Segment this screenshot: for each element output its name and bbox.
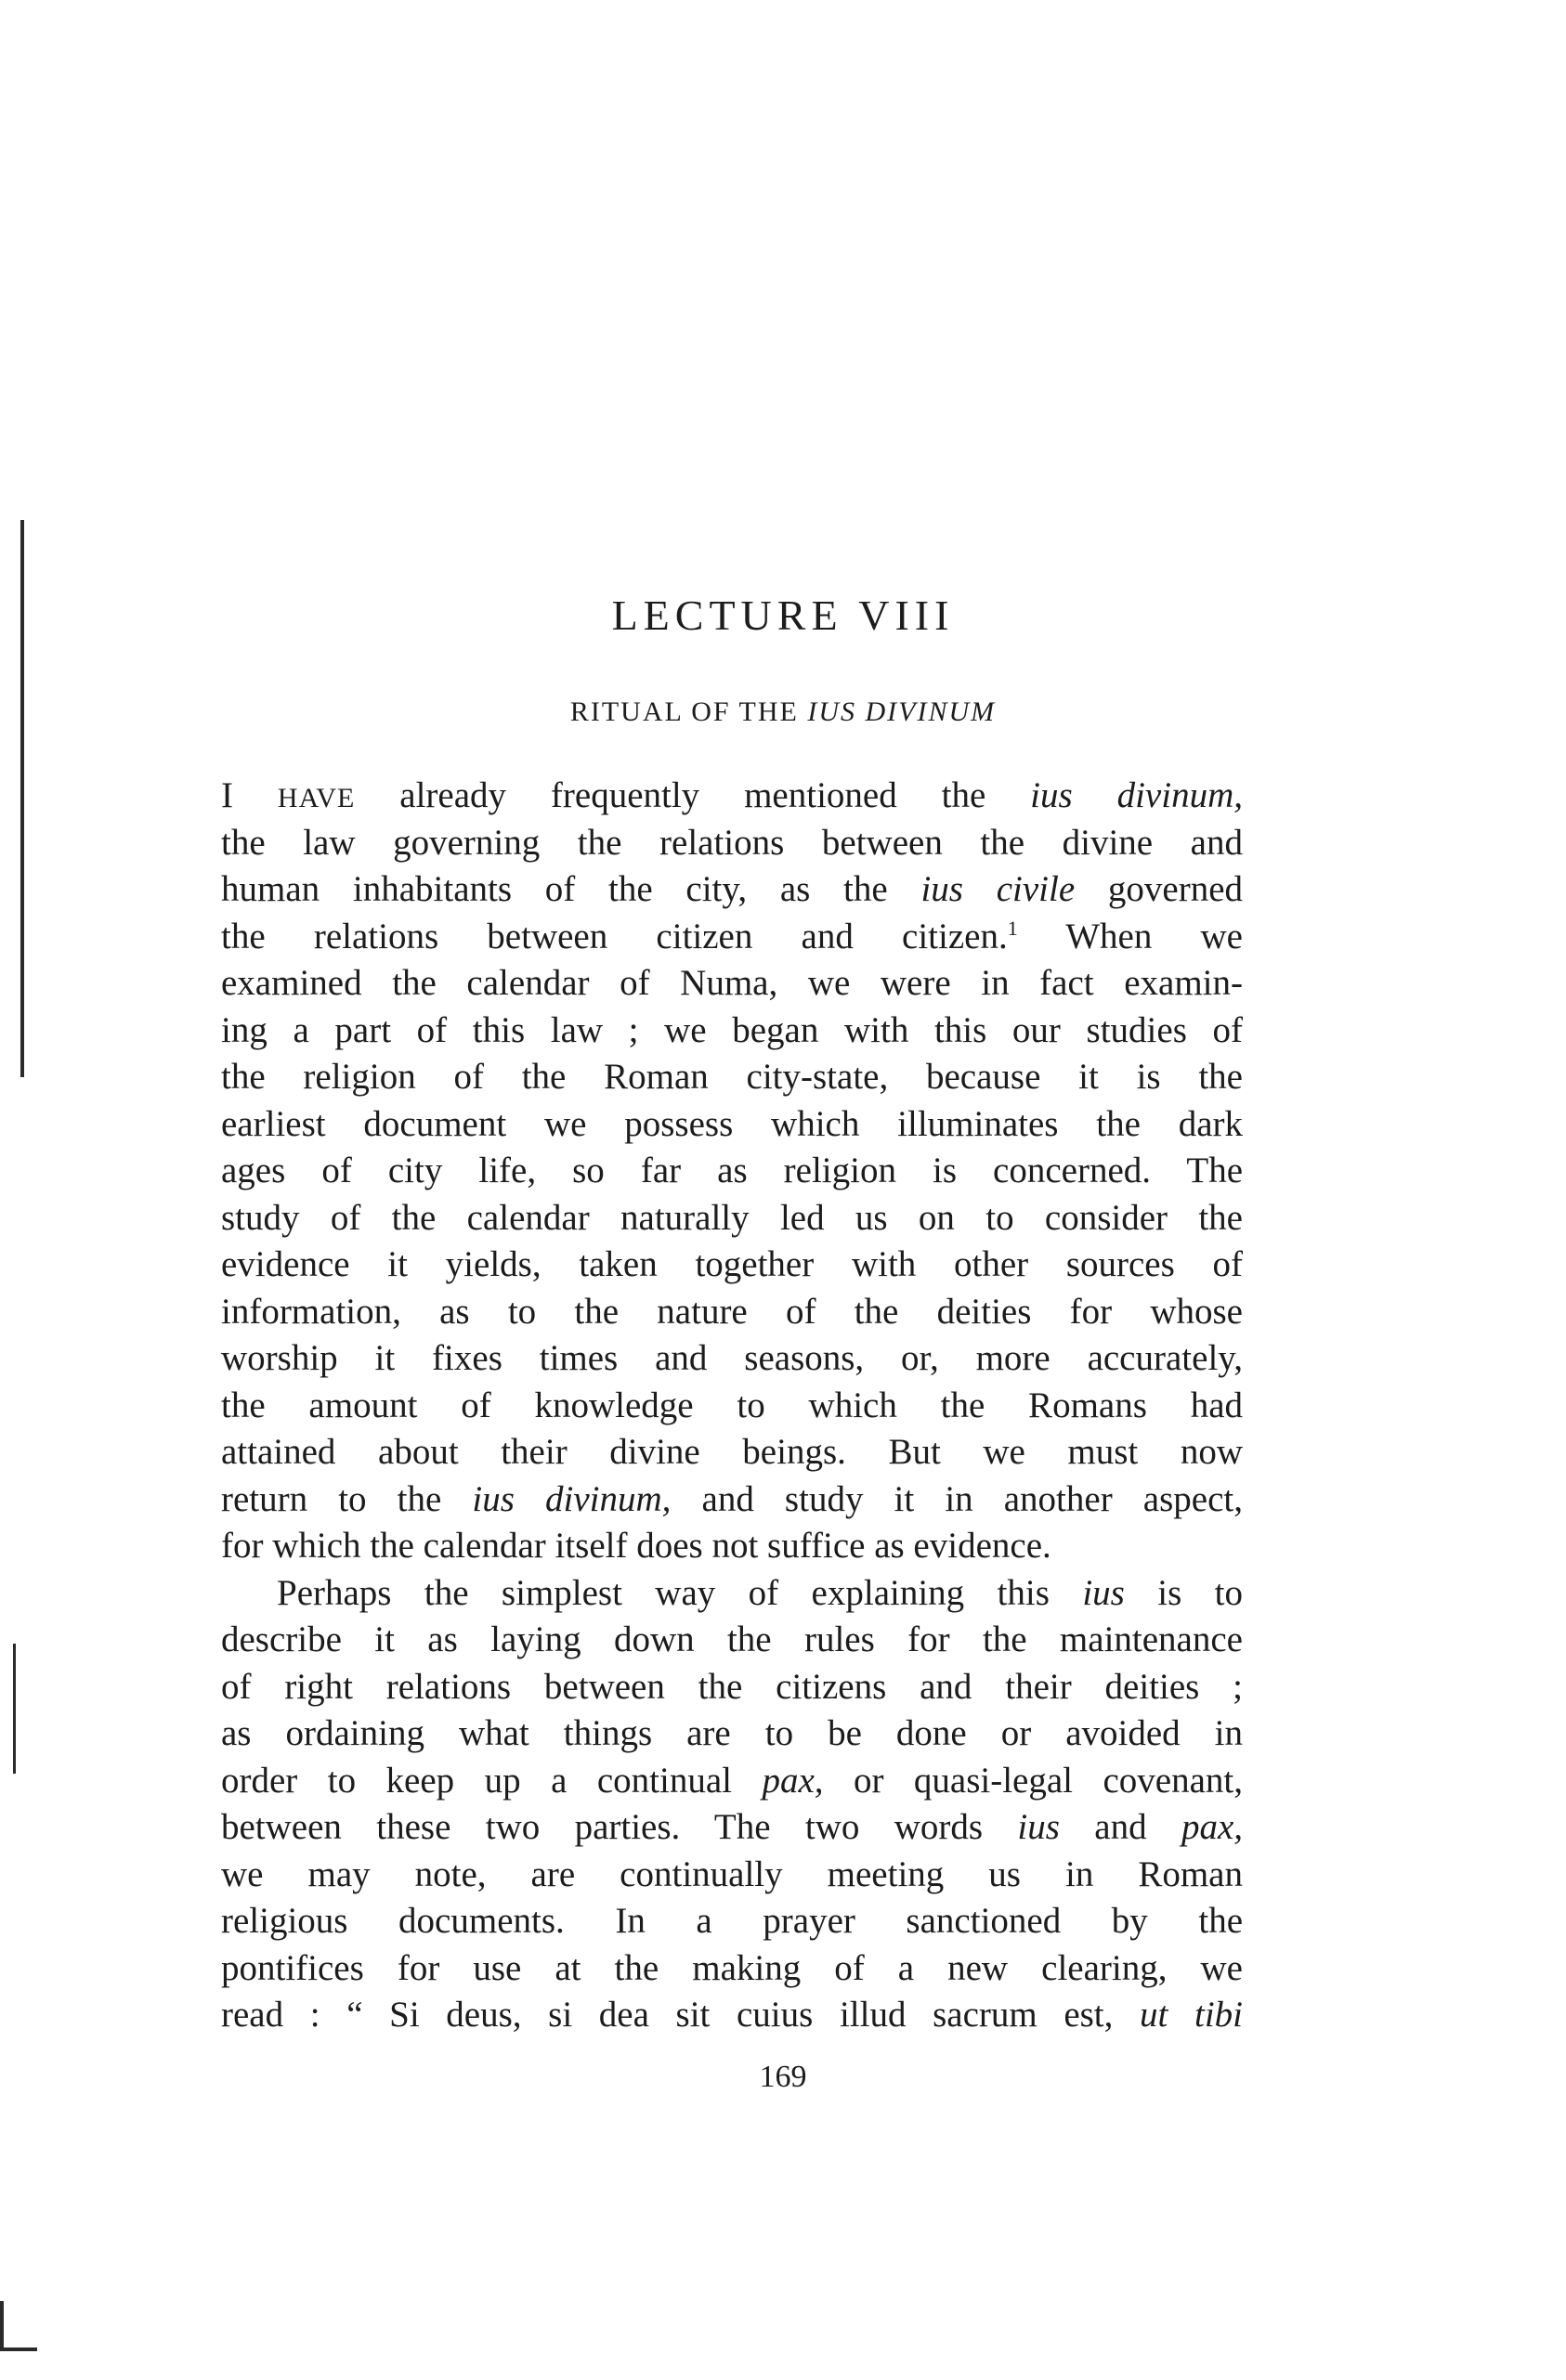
subtitle-prefix: RITUAL OF THE [569, 696, 808, 727]
text-line: pontifices for use at the making of a new clearing, we [221, 1947, 1243, 1988]
text-line: of right relations between the citizens and their deities ; [221, 1666, 1243, 1707]
text-line: Perhaps the simplest way of explaining this ius is to [277, 1572, 1243, 1613]
text-line: order to keep up a continual pax, or quasi-legal covenant, [221, 1760, 1243, 1801]
page-number: 169 [759, 2060, 807, 2094]
binding-shadow-mark [0, 2347, 37, 2351]
text-line: ing a part of this law ; we began with this our studies of [221, 1009, 1243, 1050]
binding-shadow-mark [13, 1644, 16, 1774]
text-line: examined the calendar of Numa, we were in fact examin- [221, 963, 1243, 1003]
text-line: attained about their divine beings. But we must now [221, 1432, 1243, 1472]
text-line: as ordaining what things are to be done or avoided in [221, 1713, 1243, 1753]
text-line: describe it as laying down the rules for the maintenance [221, 1619, 1243, 1659]
text-line: worship it fixes times and seasons, or, more accurately, [221, 1338, 1243, 1378]
text-line: religious documents. In a prayer sanctioned by the [221, 1901, 1243, 1941]
binding-shadow-mark [0, 2301, 4, 2349]
text-line: the relations between citizen and citizen.$^1$ When we [221, 916, 1243, 956]
text-line: we may note, are continually meeting us in Roman [221, 1853, 1243, 1894]
text-line: between these two parties. The two words ius and pax, [221, 1807, 1243, 1847]
text-line: earliest document we possess which illuminates the dark [221, 1103, 1243, 1144]
lecture-subtitle [0, 696, 1566, 728]
text-line: for which the calendar itself does not suffice as evidence. [221, 1526, 1051, 1566]
subtitle-italic: IUS DIVINUM [807, 696, 997, 727]
body-text [221, 773, 1243, 2039]
text-line: evidence it yields, taken together with other sources of [221, 1244, 1243, 1284]
text-line: the religion of the Roman city-state, because it is the [221, 1057, 1243, 1097]
text-line: the amount of knowledge to which the Romans had [221, 1385, 1243, 1425]
footnote-marker: 1 [1007, 916, 1018, 940]
text-line: information, as to the nature of the deities for whose [221, 1291, 1243, 1332]
lecture-title: LECTURE VIII [611, 592, 955, 639]
text-line: human inhabitants of the city, as the ius civile governed [221, 869, 1244, 909]
text-line: I HAVE already frequently mentioned the ius divinum, [221, 775, 1243, 815]
text-line: read : “ Si deus, si dea sit cuius illud sacrum est, ut tibi [221, 1995, 1243, 2035]
text-line: ages of city life, so far as religion is concerned. The [221, 1151, 1243, 1190]
text-line: the law governing the relations between the divine and [221, 822, 1243, 863]
text-line: return to the ius divinum, and study it in another aspect, [221, 1478, 1243, 1519]
text-line: study of the calendar naturally led us on to consider the [221, 1197, 1243, 1238]
